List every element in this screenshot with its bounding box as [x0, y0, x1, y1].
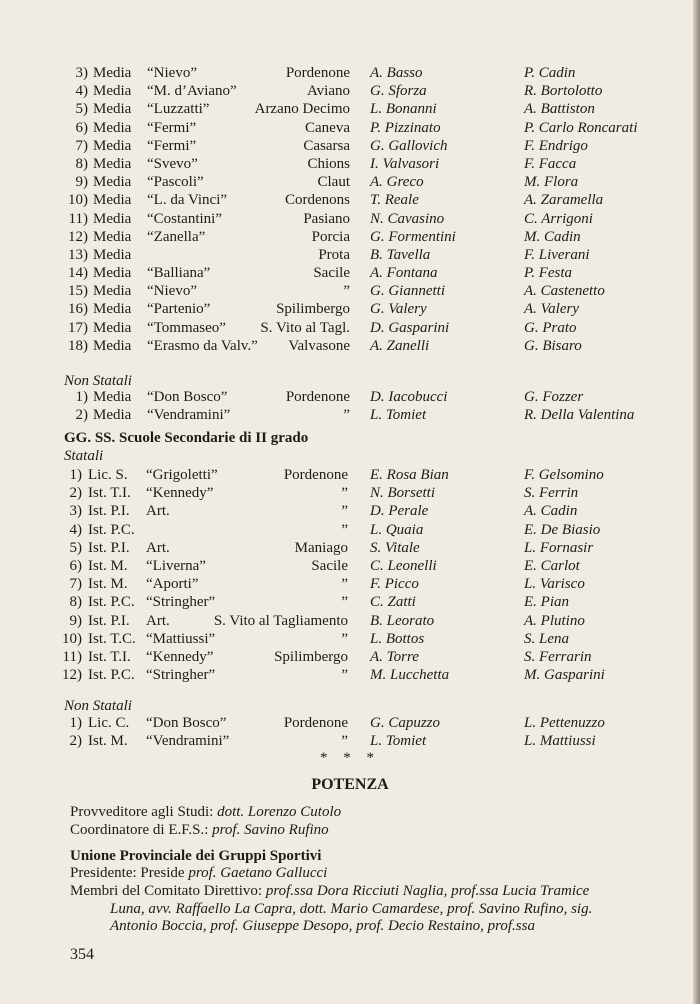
table-row — [0, 593, 700, 611]
coordinatore-label: Coordinatore di E.F.S.: — [70, 822, 209, 838]
school-name: “Partenio” — [147, 301, 211, 318]
table-row — [0, 100, 700, 118]
school-type: Media — [93, 283, 132, 300]
table-row — [0, 337, 700, 355]
teacher-secondary: A. Cadin — [524, 503, 578, 520]
school-type: Media — [93, 210, 132, 227]
separator: * * * — [320, 750, 380, 766]
row-number: 9) — [75, 174, 88, 191]
row-number: 8) — [75, 155, 88, 172]
school-place: Caneva — [305, 119, 350, 136]
teacher-primary: T. Reale — [370, 192, 419, 209]
table-row — [0, 648, 700, 666]
school-type: Media — [93, 389, 132, 405]
school-type: Ist. T.I. — [88, 485, 131, 502]
table-row — [0, 173, 700, 191]
teacher-primary: B. Leorato — [370, 612, 435, 629]
school-type: Lic. S. — [88, 467, 128, 483]
row-number: 13) — [68, 246, 88, 263]
school-place: Pordenone — [285, 389, 350, 405]
membri-line-3 — [110, 918, 535, 935]
row-number: 9) — [69, 612, 82, 629]
teacher-secondary: A. Plutino — [524, 612, 585, 629]
presidente-value: prof. Gaetano Gallucci — [188, 865, 328, 881]
row-number: 4) — [75, 83, 88, 100]
section-title: POTENZA — [311, 776, 389, 793]
table-row — [0, 502, 700, 520]
teacher-primary: L. Bottos — [370, 630, 425, 647]
school-name: “Mattiussi” — [146, 630, 216, 647]
table-row — [0, 82, 700, 100]
teacher-secondary: M. Cadin — [524, 228, 581, 245]
membri-text-3: Antonio Boccia, prof. Giuseppe Desopo, prof. Decio Restaino, prof.ssa — [110, 918, 535, 934]
table-row — [0, 539, 700, 557]
teacher-primary: D. Iacobucci — [370, 389, 448, 405]
teacher-primary: E. Rosa Bian — [370, 467, 449, 483]
school-type: Media — [93, 192, 132, 209]
coordinatore-line — [70, 822, 329, 839]
school-place: Valvasone — [288, 337, 350, 354]
school-type: Ist. T.C. — [88, 630, 136, 647]
teacher-primary: N. Cavasino — [370, 210, 445, 227]
teacher-primary: L. Tomiet — [370, 407, 427, 424]
school-type: Ist. P.C. — [88, 667, 135, 684]
row-number: 17) — [68, 319, 88, 336]
table-row — [0, 732, 700, 750]
school-type: Media — [93, 301, 132, 318]
teacher-primary: D. Gasparini — [370, 319, 450, 336]
table-row — [0, 466, 700, 484]
teacher-secondary: A. Valery — [524, 301, 579, 318]
school-name: Art. — [146, 612, 170, 629]
teacher-primary: I. Valvasori — [370, 155, 440, 172]
membri-text-1: prof.ssa Dora Ricciuti Naglia, prof.ssa Lucia Tramice — [265, 883, 590, 899]
page-number: 354 — [70, 946, 94, 963]
table-row — [0, 191, 700, 209]
table-row — [0, 319, 700, 337]
school-place: Porcia — [311, 228, 350, 245]
teacher-secondary: M. Gasparini — [524, 667, 605, 684]
teacher-primary: G. Formentini — [370, 228, 456, 245]
school-type: Media — [93, 337, 132, 354]
school-name: “Costantini” — [147, 210, 222, 227]
teacher-primary: L. Tomiet — [370, 733, 427, 750]
table-row — [0, 246, 700, 264]
row-number: 3) — [69, 503, 82, 520]
teacher-primary: M. Lucchetta — [370, 667, 450, 684]
provveditore-line — [70, 804, 341, 821]
table-row — [0, 575, 700, 593]
school-type: Ist. P.I. — [88, 503, 130, 520]
school-name: “Svevo” — [147, 155, 198, 172]
teacher-secondary: F. Endrigo — [524, 137, 588, 154]
school-name: “Stringher” — [146, 667, 216, 684]
school-name: “L. da Vinci” — [147, 192, 228, 209]
non-statali-label: Non Statali — [64, 373, 132, 389]
school-name: “Vendramini” — [147, 407, 231, 424]
table-row — [0, 630, 700, 648]
teacher-primary: C. Zatti — [370, 594, 416, 611]
school-place: ” — [341, 594, 348, 611]
school-type: Ist. M. — [88, 557, 128, 574]
school-name: “Erasmo da Valv.” — [147, 337, 258, 354]
table-row — [0, 64, 700, 82]
secondary-heading: GG. SS. Scuole Secondarie di II grado — [64, 430, 309, 446]
school-name: “Grigoletti” — [146, 467, 218, 483]
teacher-primary: D. Perale — [370, 503, 429, 520]
school-name: “Don Bosco” — [146, 715, 227, 731]
school-place: Aviano — [306, 83, 350, 100]
teacher-secondary: L. Mattiussi — [524, 733, 596, 750]
school-place: Prota — [318, 246, 350, 263]
teacher-secondary: F. Gelsomino — [524, 467, 604, 483]
school-place: ” — [341, 485, 348, 502]
teacher-secondary: L. Varisco — [524, 576, 585, 593]
school-place: ” — [341, 667, 348, 684]
row-number: 7) — [75, 137, 88, 154]
row-number: 6) — [69, 557, 82, 574]
teacher-secondary: G. Fozzer — [524, 389, 584, 405]
teacher-secondary: A. Castenetto — [524, 283, 605, 300]
school-place: ” — [341, 576, 348, 593]
row-number: 4) — [69, 521, 82, 538]
school-place: Pasiano — [303, 210, 350, 227]
school-place: ” — [341, 521, 348, 538]
teacher-primary: A. Greco — [370, 174, 424, 191]
teacher-secondary: R. Bortolotto — [524, 83, 603, 100]
row-number: 16) — [68, 301, 88, 318]
school-name: “Pascoli” — [147, 174, 204, 191]
teacher-primary: S. Vitale — [370, 539, 420, 556]
school-place: Arzano Decimo — [254, 101, 350, 118]
membri-text-2: Luna, avv. Raffaello La Capra, dott. Mario Camardese, prof. Savino Rufino, sig. — [110, 901, 593, 917]
teacher-primary: B. Tavella — [370, 246, 431, 263]
membri-line-2 — [110, 901, 592, 918]
teacher-secondary: S. Lena — [524, 630, 569, 647]
school-type: Ist. P.C. — [88, 521, 135, 538]
table-row — [0, 557, 700, 575]
school-place: ” — [341, 630, 348, 647]
table-row — [0, 521, 700, 539]
statali-secondarie-list — [0, 466, 700, 684]
school-type: Ist. P.C. — [88, 594, 135, 611]
school-name: “Nievo” — [147, 283, 197, 300]
table-row — [0, 264, 700, 282]
teacher-secondary: P. Festa — [524, 265, 573, 282]
school-name: Art. — [146, 503, 170, 520]
school-name: “Zanella” — [147, 228, 206, 245]
non-statali-secondarie-list — [0, 714, 700, 750]
school-type: Media — [93, 155, 132, 172]
teacher-secondary: L. Pettenuzzo — [524, 715, 605, 731]
teacher-primary: N. Borsetti — [370, 485, 436, 502]
table-row — [0, 612, 700, 630]
teacher-secondary: M. Flora — [524, 174, 579, 191]
table-row — [0, 119, 700, 137]
table-row — [0, 300, 700, 318]
school-name: “Fermi” — [147, 137, 197, 154]
row-number: 14) — [68, 265, 88, 282]
row-number: 8) — [69, 594, 82, 611]
school-type: Ist. T.I. — [88, 648, 131, 665]
school-place: ” — [341, 733, 348, 750]
school-place: Pordenone — [283, 467, 348, 483]
row-number: 12) — [68, 228, 88, 245]
school-place: ” — [343, 283, 350, 300]
school-name: “Vendramini” — [146, 733, 230, 750]
school-place: Claut — [317, 174, 350, 191]
school-type: Media — [93, 137, 132, 154]
teacher-secondary: E. De Biasio — [524, 521, 601, 538]
table-row — [0, 137, 700, 155]
presidente-label: Presidente: Preside — [70, 865, 185, 881]
teacher-secondary: L. Fornasir — [524, 539, 594, 556]
table-row — [0, 714, 700, 732]
row-number: 5) — [75, 101, 88, 118]
school-name: “M. d’Aviano” — [147, 83, 237, 100]
school-place: Pordenone — [283, 715, 348, 731]
school-place: Spilimbergo — [274, 648, 348, 665]
school-name: “Don Bosco” — [147, 389, 228, 405]
row-number: 12) — [62, 667, 82, 684]
school-type: Media — [93, 83, 132, 100]
school-type: Media — [93, 407, 132, 424]
row-number: 15) — [68, 283, 88, 300]
teacher-secondary: F. Facca — [524, 155, 577, 172]
school-name: “Aporti” — [146, 576, 199, 593]
table-row — [0, 666, 700, 684]
teacher-primary: L. Quaia — [370, 521, 424, 538]
school-name: “Liverna” — [146, 557, 206, 574]
school-place: Cordenons — [285, 192, 350, 209]
table-row — [0, 282, 700, 300]
school-name: “Kennedy” — [146, 485, 214, 502]
school-name: “Stringher” — [146, 594, 216, 611]
teacher-secondary: A. Battiston — [524, 101, 595, 118]
presidente-line — [70, 865, 327, 882]
school-type: Media — [93, 101, 132, 118]
school-place: ” — [343, 407, 350, 424]
teacher-secondary: E. Pian — [524, 594, 569, 611]
school-type: Ist. P.I. — [88, 539, 130, 556]
school-type: Ist. M. — [88, 576, 128, 593]
school-name: “Tommaseo” — [147, 319, 226, 336]
school-name: “Nievo” — [147, 65, 197, 81]
school-name: “Fermi” — [147, 119, 197, 136]
row-number: 10) — [62, 630, 82, 647]
membri-label: Membri del Comitato Direttivo: — [70, 883, 263, 899]
coordinatore-value: prof. Savino Rufino — [212, 822, 329, 838]
table-row — [0, 210, 700, 228]
school-place: Maniago — [294, 539, 348, 556]
union-heading: Unione Provinciale dei Gruppi Sportivi — [70, 848, 322, 864]
school-type: Media — [93, 265, 132, 282]
row-number: 2) — [69, 733, 82, 750]
teacher-primary: G. Sforza — [370, 83, 427, 100]
table-row — [0, 484, 700, 502]
teacher-secondary: A. Zaramella — [524, 192, 604, 209]
row-number: 11) — [68, 210, 88, 227]
school-name: “Balliana” — [147, 265, 211, 282]
teacher-primary: A. Zanelli — [370, 337, 430, 354]
row-number: 7) — [69, 576, 82, 593]
row-number: 1) — [69, 467, 82, 483]
teacher-primary: A. Basso — [370, 65, 423, 81]
non-statali-secondarie-label: Non Statali — [64, 698, 132, 714]
row-number: 2) — [75, 407, 88, 424]
membri-line-1 — [70, 883, 589, 900]
teacher-primary: L. Bonanni — [370, 101, 437, 118]
provveditore-value: dott. Lorenzo Cutolo — [217, 804, 342, 820]
school-type: Media — [93, 174, 132, 191]
teacher-primary: P. Pizzinato — [370, 119, 441, 136]
row-number: 11) — [62, 648, 82, 665]
school-place: Sacile — [313, 265, 350, 282]
table-row — [0, 388, 700, 406]
school-type: Media — [93, 65, 132, 81]
teacher-primary: G. Giannetti — [370, 283, 445, 300]
school-place: Spilimbergo — [276, 301, 350, 318]
school-type: Media — [93, 119, 132, 136]
teacher-primary: G. Valery — [370, 301, 427, 318]
statali-label: Statali — [64, 448, 104, 464]
teacher-secondary: F. Liverani — [524, 246, 590, 263]
school-type: Ist. M. — [88, 733, 128, 750]
teacher-primary: A. Torre — [370, 648, 419, 665]
statali-medie-list — [0, 64, 700, 355]
teacher-secondary: P. Carlo Roncarati — [524, 119, 638, 136]
school-type: Media — [93, 246, 132, 263]
non-statali-medie-list — [0, 388, 700, 424]
school-name: Art. — [146, 539, 170, 556]
school-name: “Luzzatti” — [147, 101, 210, 118]
table-row — [0, 155, 700, 173]
teacher-primary: G. Capuzzo — [370, 715, 441, 731]
teacher-secondary: G. Bisaro — [524, 337, 582, 354]
row-number: 1) — [75, 389, 88, 405]
teacher-secondary: E. Carlot — [524, 557, 580, 574]
row-number: 1) — [69, 715, 82, 731]
row-number: 3) — [75, 65, 88, 81]
teacher-secondary: C. Arrigoni — [524, 210, 593, 227]
row-number: 5) — [69, 539, 82, 556]
teacher-secondary: G. Prato — [524, 319, 577, 336]
row-number: 18) — [68, 337, 88, 354]
teacher-secondary: S. Ferrarin — [524, 648, 592, 665]
school-place: ” — [341, 503, 348, 520]
school-type: Ist. P.I. — [88, 612, 130, 629]
row-number: 10) — [68, 192, 88, 209]
teacher-secondary: S. Ferrin — [524, 485, 579, 502]
teacher-primary: A. Fontana — [370, 265, 438, 282]
table-row — [0, 228, 700, 246]
school-type: Media — [93, 319, 132, 336]
teacher-secondary: R. Della Valentina — [524, 407, 635, 424]
school-place: S. Vito al Tagliamento — [213, 612, 348, 629]
school-type: Lic. C. — [88, 715, 130, 731]
teacher-primary: G. Gallovich — [370, 137, 448, 154]
row-number: 2) — [69, 485, 82, 502]
teacher-secondary: P. Cadin — [524, 65, 576, 81]
school-place: Chions — [307, 155, 350, 172]
school-type: Media — [93, 228, 132, 245]
teacher-primary: F. Picco — [370, 576, 419, 593]
row-number: 6) — [75, 119, 88, 136]
teacher-primary: C. Leonelli — [370, 557, 437, 574]
school-name: “Kennedy” — [146, 648, 214, 665]
school-place: Sacile — [311, 557, 348, 574]
school-place: Casarsa — [303, 137, 350, 154]
school-place: Pordenone — [285, 65, 350, 81]
school-place: S. Vito al Tagl. — [260, 319, 350, 336]
provveditore-label: Provveditore agli Studi: — [70, 804, 214, 820]
table-row — [0, 406, 700, 424]
